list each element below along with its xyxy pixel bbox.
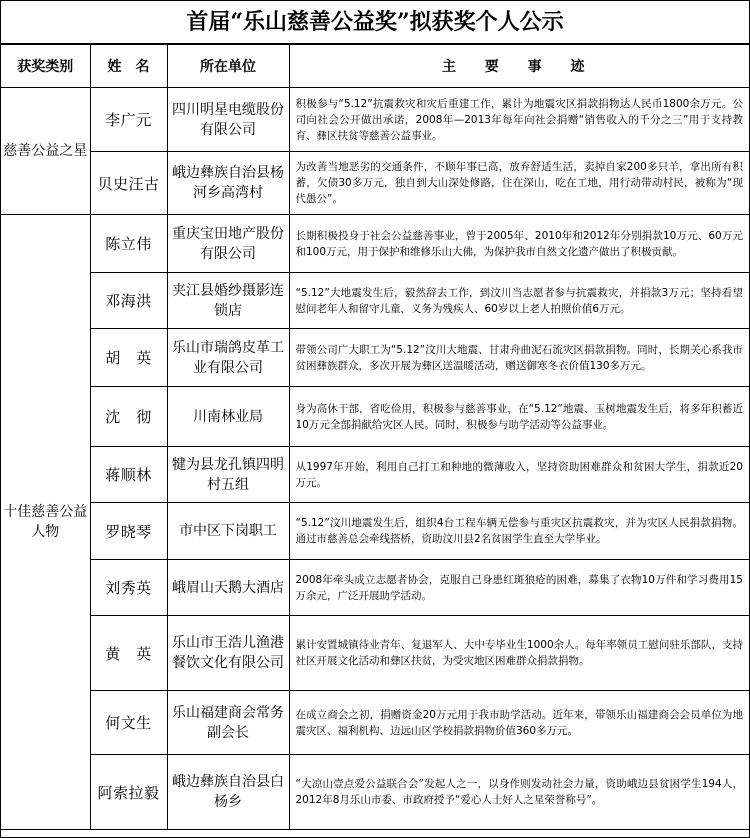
deeds-cell: 从1997年开始，利用自己打工和种地的微薄收入，坚持资助困难群众和贫困大学生，捐款近20万元。 bbox=[289, 447, 749, 503]
unit-cell: 市中区下岗职工 bbox=[167, 503, 289, 560]
table-row bbox=[1, 152, 749, 215]
table-row bbox=[1, 447, 749, 503]
unit-cell: 夹江县婚纱摄影连锁店 bbox=[167, 273, 289, 329]
unit-cell: 重庆宝田地产股份有限公司 bbox=[167, 215, 289, 273]
name-cell: 贝史汪古 bbox=[90, 152, 167, 215]
table-row bbox=[1, 273, 749, 329]
name-cell: 李广元 bbox=[90, 88, 167, 152]
deeds-cell: 带领公司广大职工为“5.12”汶川大地震、甘肃舟曲泥石流灾区捐款捐物。同时，长期关心系我市贫困彝族群众，多次开展为彝区送温暖活动，赠送御寒冬衣价值130多万元。 bbox=[289, 329, 749, 387]
name-cell: 陈立伟 bbox=[90, 215, 167, 273]
table-row bbox=[1, 215, 749, 273]
deeds-cell: 在成立商会之初，捐赠资金20万元用于我市助学活动。近年来，带领乐山福建商会会员单位为地震灾区、福利机构、边远山区学校捐款捐物价值360多万元。 bbox=[289, 691, 749, 755]
deeds-cell: 长期积极投身于社会公益慈善事业，曾于2005年、2010年和2012年分别捐款10万元、60万元和100万元，用于保护和维修乐山大佛，为保护我市自然文化遗产做出了积极贡献。 bbox=[289, 215, 749, 273]
table-row bbox=[1, 387, 749, 447]
unit-cell: 乐山市瑞鸽皮革工业有限公司 bbox=[167, 329, 289, 387]
page-title: 首届“乐山慈善公益奖”拟获奖个人公示 bbox=[1, 1, 749, 44]
unit-cell: 峨眉山天鹅大酒店 bbox=[167, 560, 289, 616]
unit-cell: 乐山市王浩儿渔港餐饮文化有限公司 bbox=[167, 616, 289, 691]
awardee-table bbox=[1, 44, 749, 830]
unit-cell: 峨边彝族自治县杨河乡高湾村 bbox=[167, 152, 289, 215]
unit-cell: 犍为县龙孔镇四明村五组 bbox=[167, 447, 289, 503]
table-row bbox=[1, 755, 749, 830]
category-cell: 慈善公益之星 bbox=[1, 88, 90, 215]
name-cell: 刘秀英 bbox=[90, 560, 167, 616]
table-row bbox=[1, 503, 749, 560]
name-cell: 何文生 bbox=[90, 691, 167, 755]
deeds-cell: 身为高休干部，省吃俭用，积极参与慈善事业，在“5.12”地震、玉树地震发生后，将多年积蓄近10万元全部捐献给灾区人民。同时，积极参与助学活动等公益事业。 bbox=[289, 387, 749, 447]
table-row bbox=[1, 616, 749, 691]
category-cell: 十佳慈善公益人物 bbox=[1, 215, 90, 830]
deeds-cell: 积极参与“5.12”抗震救灾和灾后重建工作，累计为地震灾区捐款捐物达人民币1800余万元。公司向社会公开做出承诺，2008年—2013年每年向社会捐赠“销售收入的千分之三”用于支持教育、彝区扶贫等慈善公益事业。 bbox=[289, 88, 749, 152]
table-row bbox=[1, 329, 749, 387]
deeds-cell: 2008年牵头成立志愿者协会，克服自己身患红斑狼疮的困难，募集了衣物10万件和学习费用15万余元，广泛开展助学活动。 bbox=[289, 560, 749, 616]
deeds-cell: 累计安置城镇待业青年、复退军人、大中专毕业生1000余人。每年率领员工慰问驻乐部队，支持社区开展文化活动和彝区扶贫，为受灾地区困难群众捐款捐物。 bbox=[289, 616, 749, 691]
name-cell: 罗晓琴 bbox=[90, 503, 167, 560]
unit-cell: 峨边彝族自治县白杨乡 bbox=[167, 755, 289, 830]
deeds-cell: “5.12”汶川地震发生后，组织4台工程车辆无偿参与重灾区抗震救灾，并为灾区人民捐款捐物。通过市慈善总会牵线搭桥，资助汶川县2名贫困学生直至大学毕业。 bbox=[289, 503, 749, 560]
name-cell: 阿索拉毅 bbox=[90, 755, 167, 830]
header-category: 获奖类别 bbox=[1, 45, 90, 88]
name-cell: 胡 英 bbox=[90, 329, 167, 387]
table-row bbox=[1, 88, 749, 152]
header-unit: 所在单位 bbox=[167, 45, 289, 88]
name-cell: 黄 英 bbox=[90, 616, 167, 691]
header-deeds: 主 要 事 迹 bbox=[289, 45, 749, 88]
table-header-row bbox=[1, 45, 749, 88]
deeds-cell: “5.12”大地震发生后，毅然辞去工作，到汶川当志愿者参与抗震救灾，并捐款3万元；坚持看望慰问老年人和留守儿童，义务为残疾人、60岁以上老人拍照价值6万元。 bbox=[289, 273, 749, 329]
name-cell: 蒋顺林 bbox=[90, 447, 167, 503]
deeds-cell: 为改善当地恶劣的交通条件，不顾年事已高，放弃舒适生活，卖掉自家200多只羊，拿出所有积蓄，欠债30多万元，独自到大山深处修路，住在深山，吃在工地，用行动带动村民，被称为“现代愚公”。 bbox=[289, 152, 749, 215]
name-cell: 沈 彻 bbox=[90, 387, 167, 447]
name-cell: 邓海洪 bbox=[90, 273, 167, 329]
unit-cell: 乐山福建商会常务副会长 bbox=[167, 691, 289, 755]
unit-cell: 四川明星电缆股份有限公司 bbox=[167, 88, 289, 152]
header-name: 姓 名 bbox=[90, 45, 167, 88]
table-row bbox=[1, 560, 749, 616]
table-row bbox=[1, 691, 749, 755]
unit-cell: 川南林业局 bbox=[167, 387, 289, 447]
deeds-cell: “大凉山壹点爱公益联合会”发起人之一，以身作则发动社会力量，资助峨边县贫困学生194人，2012年8月乐山市委、市政府授予“爱心人士好人之星荣誉称号”。 bbox=[289, 755, 749, 830]
